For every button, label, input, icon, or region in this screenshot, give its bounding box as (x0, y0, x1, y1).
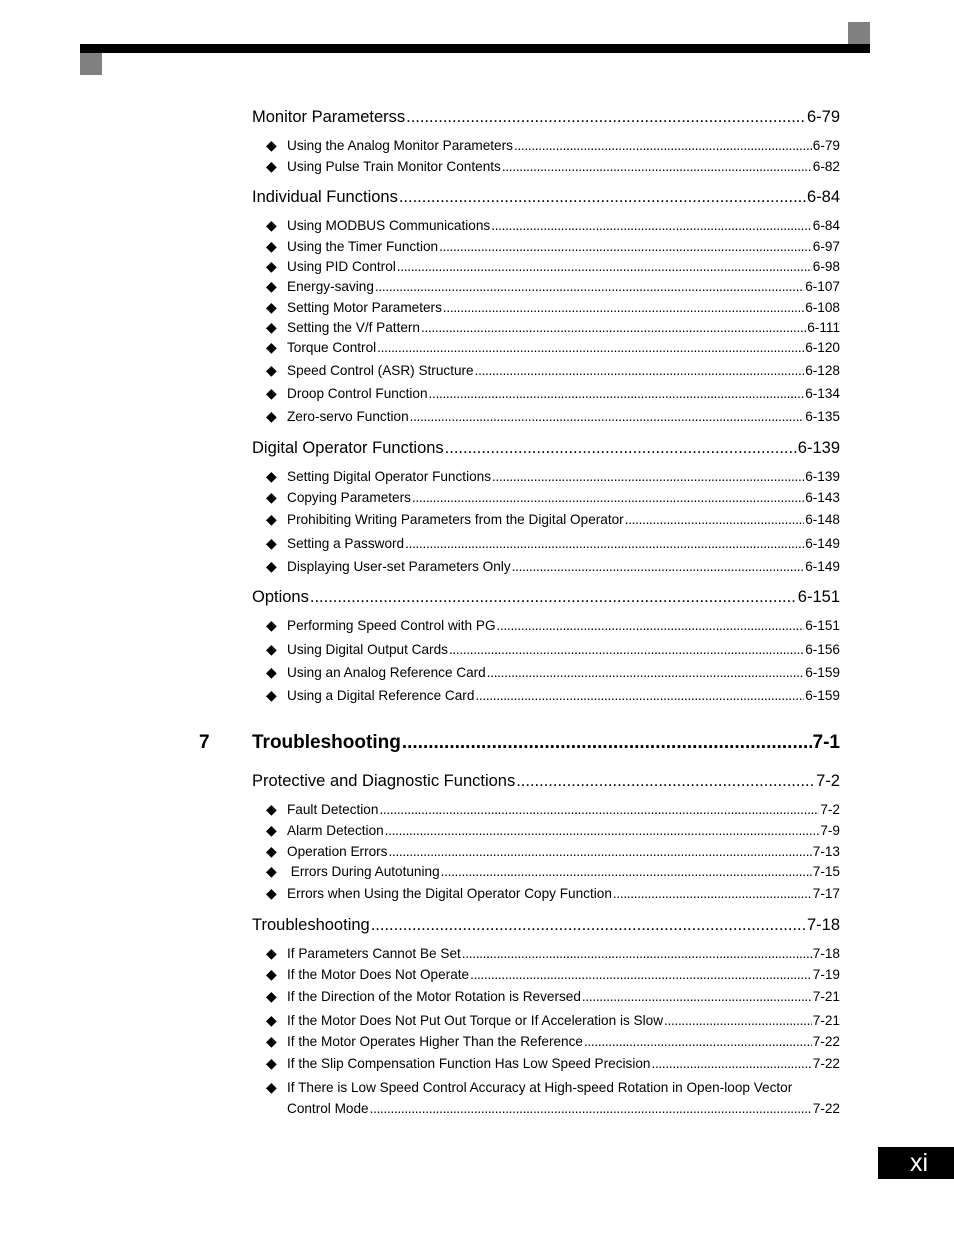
diamond-bullet-icon: ◆ (266, 966, 277, 982)
page-number-tab (878, 1147, 954, 1179)
toc-item[interactable]: ◆ Fault Detection ..... 7-2 (287, 802, 840, 817)
diamond-bullet-icon: ◆ (266, 278, 277, 294)
toc-page-number: 7-1 (812, 732, 840, 753)
diamond-bullet-icon: ◆ (266, 801, 277, 817)
toc-item[interactable]: ◆ Operation Errors ..... 7-13 (287, 844, 840, 859)
toc-item[interactable]: ◆ Alarm Detection ..... 7-9 (287, 823, 840, 838)
diamond-bullet-icon: ◆ (266, 511, 277, 527)
diamond-bullet-icon: ◆ (266, 299, 277, 315)
diamond-bullet-icon: ◆ (266, 945, 277, 961)
toc-page-number: 6-139 (797, 439, 840, 457)
page-number: xi (910, 1149, 929, 1177)
toc-item[interactable]: ◆ If Parameters Cannot Be Set ..... 7-18 (287, 946, 840, 961)
toc-section-title: Troubleshooting (252, 916, 370, 934)
toc-item[interactable]: ◆ Copying Parameters ..... 6-143 (287, 490, 840, 505)
toc-section[interactable] (252, 916, 840, 935)
diamond-bullet-icon: ◆ (266, 1033, 277, 1049)
diamond-bullet-icon: ◆ (266, 687, 277, 703)
toc-item[interactable]: ◆ Using a Digital Reference Card ..... 6-159 (287, 688, 840, 703)
toc-section-title: Monitor Parameterss (252, 108, 406, 126)
diamond-bullet-icon: ◆ (266, 137, 277, 153)
toc-item[interactable]: ◆ If the Slip Compensation Function Has Low Speed Precision ..... 7-22 (287, 1056, 840, 1071)
diamond-bullet-icon: ◆ (266, 158, 277, 174)
diamond-bullet-icon: ◆ (266, 258, 277, 274)
toc-section[interactable] (252, 772, 840, 791)
toc-section[interactable] (252, 108, 840, 127)
toc-item[interactable]: ◆ Using Pulse Train Monitor Contents ..... 6-82 (287, 159, 840, 174)
header-rule (80, 44, 870, 53)
toc-item[interactable]: ◆ Using an Analog Reference Card ..... 6-159 (287, 665, 840, 680)
toc-item-continuation[interactable]: Control Mode ..... 7-22 (287, 1101, 840, 1116)
toc-item-multiline[interactable] (266, 1079, 793, 1095)
toc-item[interactable]: ◆ Displaying User-set Parameters Only ..... 6-149 (287, 559, 840, 574)
toc-item[interactable]: ◆ Errors when Using the Digital Operator Copy Function ..... 7-17 (287, 886, 840, 901)
toc-item[interactable]: ◆ Performing Speed Control with PG ..... 6-151 (287, 618, 840, 633)
toc-section-title: Digital Operator Functions (252, 439, 444, 457)
toc-section[interactable] (252, 188, 840, 207)
diamond-bullet-icon: ◆ (266, 489, 277, 505)
toc-item[interactable]: ◆ Setting Motor Parameters ..... 6-108 (287, 300, 840, 315)
toc-item[interactable]: ◆ Speed Control (ASR) Structure ..... 6-128 (287, 363, 840, 378)
toc-page-number: 7-18 (806, 916, 840, 934)
toc-item-title-line1: If There is Low Speed Control Accuracy at High-speed Rotation in Open-loop Vector (287, 1080, 793, 1095)
diamond-bullet-icon: ◆ (266, 362, 277, 378)
toc-chapter[interactable] (252, 732, 840, 754)
toc-item[interactable]: ◆ If the Direction of the Motor Rotation is Reversed ..... 7-21 (287, 989, 840, 1004)
diamond-bullet-icon: ◆ (266, 238, 277, 254)
diamond-bullet-icon: ◆ (266, 617, 277, 633)
toc-section-title: Individual Functions (252, 188, 398, 206)
diamond-bullet-icon: ◆ (266, 1012, 277, 1028)
chapter-title: Troubleshooting (252, 732, 401, 753)
diamond-bullet-icon: ◆ (266, 885, 277, 901)
diamond-bullet-icon: ◆ (266, 1055, 277, 1071)
toc-section-title: Options (252, 588, 309, 606)
toc-item[interactable]: ◆ Using PID Control ..... 6-98 (287, 259, 840, 274)
toc-item[interactable]: ◆ Setting Digital Operator Functions ..... 6-139 (287, 469, 840, 484)
toc-item[interactable]: ◆ Droop Control Function ..... 6-134 (287, 386, 840, 401)
diamond-bullet-icon: ◆ (266, 558, 277, 574)
toc-item[interactable]: ◆ Using the Analog Monitor Parameters ..... 6-79 (287, 138, 840, 153)
toc-item[interactable]: ◆ If the Motor Does Not Put Out Torque or If Acceleration is Slow ..... 7-21 (287, 1013, 840, 1028)
toc-item[interactable]: ◆ Using Digital Output Cards ..... 6-156 (287, 642, 840, 657)
toc-section-title: Protective and Diagnostic Functions (252, 772, 516, 790)
diamond-bullet-icon: ◆ (266, 863, 277, 879)
diamond-bullet-icon: ◆ (266, 1079, 277, 1095)
toc-section[interactable] (252, 439, 840, 458)
toc-section[interactable] (252, 588, 840, 607)
toc-page-number: 6-79 (806, 108, 840, 126)
toc-item[interactable]: ◆ Energy-saving ..... 6-107 (287, 279, 840, 294)
diamond-bullet-icon: ◆ (266, 339, 277, 355)
toc-item[interactable]: ◆ If the Motor Operates Higher Than the Reference ..... 7-22 (287, 1034, 840, 1049)
toc-page-number: 6-84 (806, 188, 840, 206)
toc-item[interactable]: ◆ Prohibiting Writing Parameters from the Digital Operator ..... 6-148 (287, 512, 840, 527)
diamond-bullet-icon: ◆ (266, 535, 277, 551)
diamond-bullet-icon: ◆ (266, 822, 277, 838)
toc-item[interactable]: ◆ Using MODBUS Communications ..... 6-84 (287, 218, 840, 233)
toc-item[interactable]: ◆ If the Motor Does Not Operate ..... 7-19 (287, 967, 840, 982)
toc-item[interactable]: ◆ Setting a Password ..... 6-149 (287, 536, 840, 551)
diamond-bullet-icon: ◆ (266, 664, 277, 680)
diamond-bullet-icon: ◆ (266, 217, 277, 233)
toc-item[interactable]: ◆ Setting the V/f Pattern ..... 6-111 (287, 320, 840, 335)
diamond-bullet-icon: ◆ (266, 468, 277, 484)
toc-item[interactable]: ◆ Zero-servo Function ..... 6-135 (287, 409, 840, 424)
diamond-bullet-icon: ◆ (266, 843, 277, 859)
diamond-bullet-icon: ◆ (266, 641, 277, 657)
diamond-bullet-icon: ◆ (266, 385, 277, 401)
diamond-bullet-icon: ◆ (266, 408, 277, 424)
toc-page-number: 7-2 (816, 772, 840, 790)
diamond-bullet-icon: ◆ (266, 319, 277, 335)
chapter-number: 7 (199, 732, 210, 753)
toc-item[interactable]: ◆ Errors During Autotuning ..... 7-15 (287, 864, 840, 879)
header-square-left (80, 53, 102, 75)
diamond-bullet-icon: ◆ (266, 988, 277, 1004)
toc-item[interactable]: ◆ Using the Timer Function ..... 6-97 (287, 239, 840, 254)
toc-item[interactable]: ◆ Torque Control ..... 6-120 (287, 340, 840, 355)
header-square-right (848, 22, 870, 44)
toc-page-number: 6-151 (797, 588, 840, 606)
